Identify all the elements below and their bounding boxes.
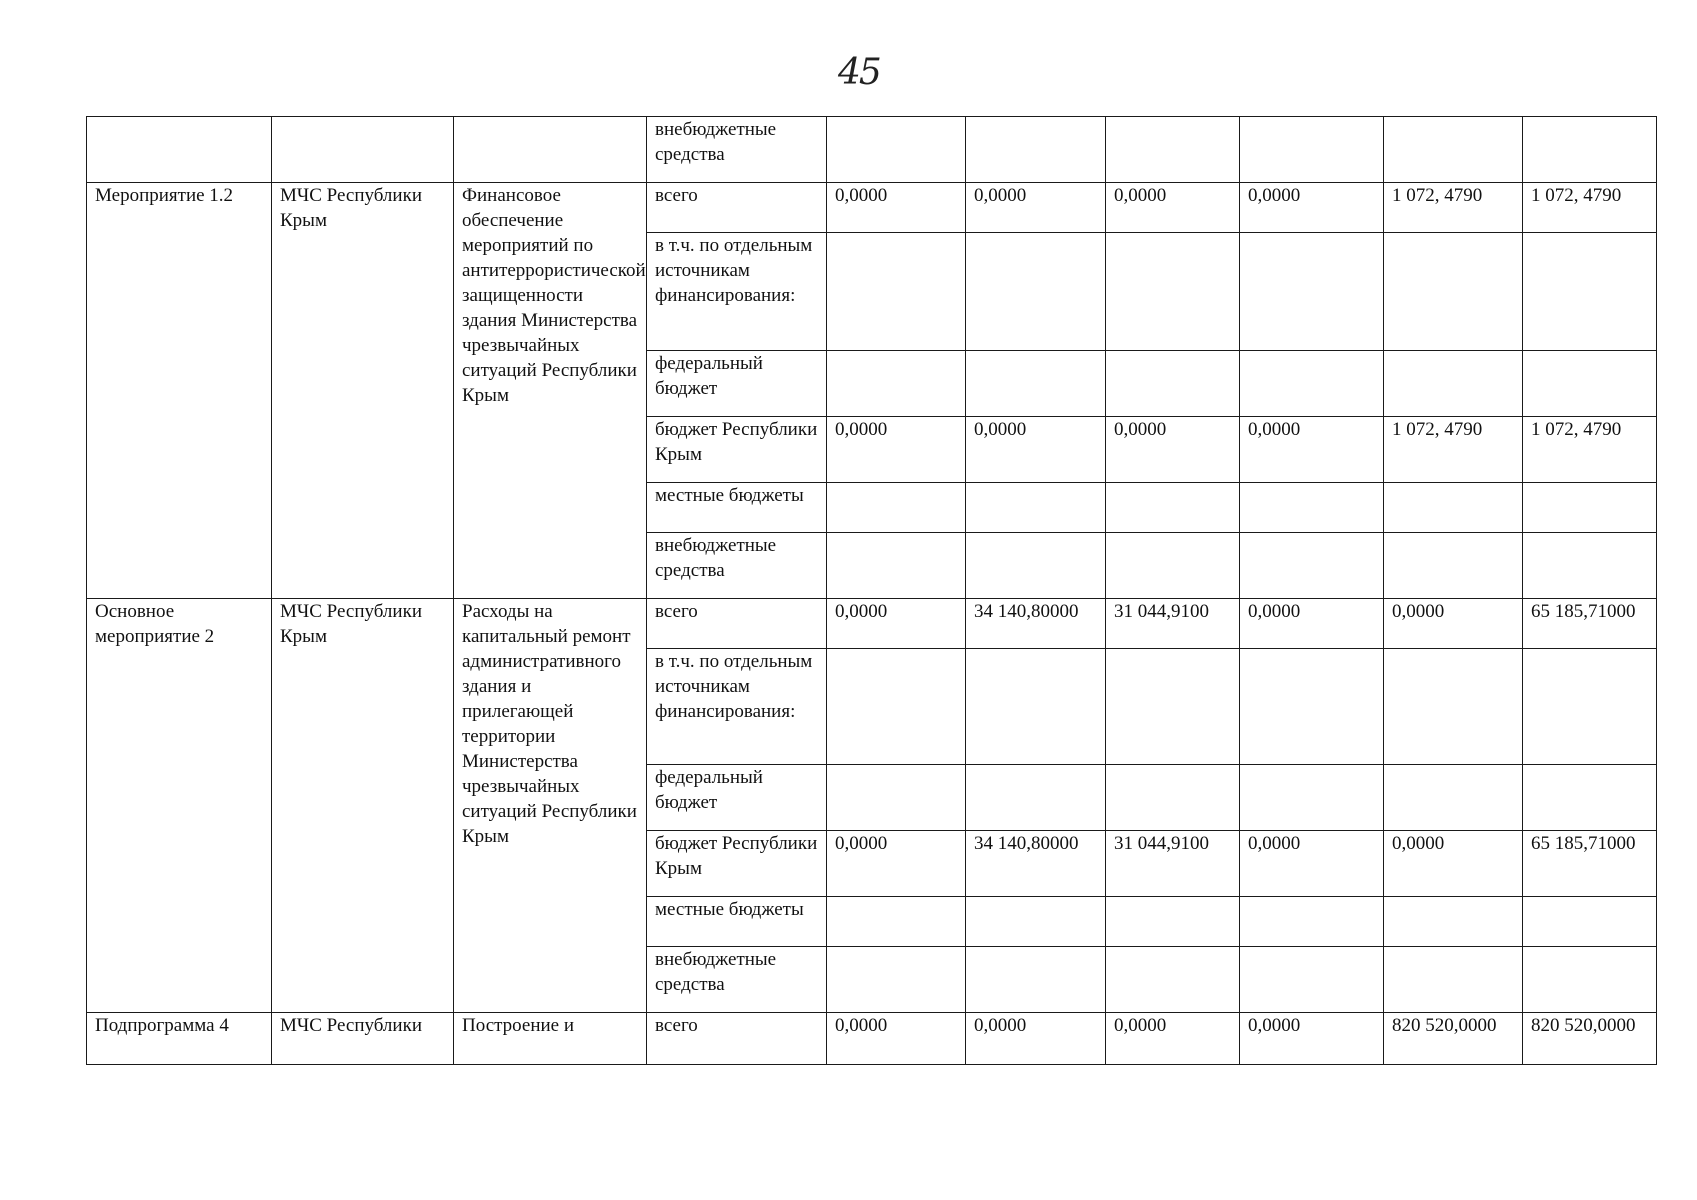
amount-cell: [1106, 897, 1240, 947]
amount-cell: [1106, 765, 1240, 831]
amount-cell: [827, 117, 966, 183]
table-body: [87, 117, 1657, 1065]
activity-cell: [87, 117, 272, 183]
amount-cell: [1240, 897, 1384, 947]
table-row: [87, 599, 1657, 649]
amount-cell: [1240, 351, 1384, 417]
table-row: [87, 117, 1657, 183]
amount-cell: [1384, 897, 1523, 947]
amount-cell: [1106, 483, 1240, 533]
amount-cell: [966, 947, 1106, 1013]
amount-cell: [1240, 483, 1384, 533]
amount-cell: [1384, 483, 1523, 533]
page-number: 45: [838, 52, 880, 93]
amount-cell: 0,0000: [827, 831, 966, 897]
amount-cell: [966, 649, 1106, 765]
amount-cell: [827, 947, 966, 1013]
amount-cell: [1384, 765, 1523, 831]
amount-cell: 0,0000: [1240, 599, 1384, 649]
executor-cell: [272, 117, 454, 183]
funding-source-cell: бюджет Республики Крым: [647, 831, 827, 897]
amount-cell: [1106, 947, 1240, 1013]
amount-cell: 820 520,0000: [1384, 1013, 1523, 1065]
executor-cell: МЧС Республики Крым: [272, 183, 454, 599]
amount-cell: 65 185,71000: [1523, 831, 1657, 897]
amount-cell: [966, 117, 1106, 183]
amount-cell: [1384, 233, 1523, 351]
amount-cell: 0,0000: [966, 183, 1106, 233]
amount-cell: [827, 351, 966, 417]
amount-cell: 0,0000: [966, 1013, 1106, 1065]
funding-source-cell: федеральный бюджет: [647, 351, 827, 417]
amount-cell: [1384, 117, 1523, 183]
activity-cell: Мероприятие 1.2: [87, 183, 272, 599]
amount-cell: 0,0000: [1240, 417, 1384, 483]
amount-cell: [1384, 351, 1523, 417]
amount-cell: [1384, 947, 1523, 1013]
amount-cell: 34 140,80000: [966, 831, 1106, 897]
amount-cell: [1384, 649, 1523, 765]
amount-cell: [1106, 233, 1240, 351]
amount-cell: 0,0000: [1240, 1013, 1384, 1065]
amount-cell: [1523, 351, 1657, 417]
amount-cell: [1523, 947, 1657, 1013]
amount-cell: 820 520,0000: [1523, 1013, 1657, 1065]
amount-cell: 34 140,80000: [966, 599, 1106, 649]
amount-cell: 0,0000: [1240, 183, 1384, 233]
amount-cell: [1523, 897, 1657, 947]
amount-cell: 0,0000: [966, 417, 1106, 483]
amount-cell: [827, 765, 966, 831]
amount-cell: [827, 533, 966, 599]
amount-cell: 0,0000: [827, 599, 966, 649]
funding-source-cell: в т.ч. по отдельным источникам финансирования:: [647, 233, 827, 351]
amount-cell: 0,0000: [1106, 417, 1240, 483]
executor-cell: МЧС Республики Крым: [272, 599, 454, 1013]
amount-cell: [1106, 351, 1240, 417]
amount-cell: [1523, 233, 1657, 351]
amount-cell: [1523, 533, 1657, 599]
amount-cell: [966, 233, 1106, 351]
funding-source-cell: в т.ч. по отдельным источникам финансирования:: [647, 649, 827, 765]
description-cell: Построение и: [454, 1013, 647, 1065]
description-cell: Расходы на капитальный ремонт административного здания и прилегающей территории Министерства чрезвычайных ситуаций Республики Крым: [454, 599, 647, 1013]
amount-cell: [1106, 649, 1240, 765]
amount-cell: 1 072, 4790: [1523, 417, 1657, 483]
amount-cell: 0,0000: [1240, 831, 1384, 897]
amount-cell: 0,0000: [827, 183, 966, 233]
amount-cell: 1 072, 4790: [1384, 183, 1523, 233]
amount-cell: 0,0000: [827, 417, 966, 483]
activity-cell: Основное мероприятие 2: [87, 599, 272, 1013]
amount-cell: 0,0000: [1106, 1013, 1240, 1065]
amount-cell: 0,0000: [827, 1013, 966, 1065]
amount-cell: [1523, 649, 1657, 765]
funding-source-cell: всего: [647, 183, 827, 233]
funding-source-cell: федеральный бюджет: [647, 765, 827, 831]
budget-table: [86, 116, 1657, 1065]
amount-cell: [1240, 765, 1384, 831]
amount-cell: [1240, 233, 1384, 351]
funding-source-cell: всего: [647, 599, 827, 649]
funding-source-cell: внебюджетные средства: [647, 533, 827, 599]
funding-source-cell: местные бюджеты: [647, 897, 827, 947]
description-cell: [454, 117, 647, 183]
amount-cell: [1523, 483, 1657, 533]
amount-cell: [827, 897, 966, 947]
amount-cell: 0,0000: [1106, 183, 1240, 233]
table-row: [87, 183, 1657, 233]
amount-cell: 31 044,9100: [1106, 831, 1240, 897]
amount-cell: 0,0000: [1384, 831, 1523, 897]
amount-cell: [1240, 947, 1384, 1013]
funding-source-cell: бюджет Республики Крым: [647, 417, 827, 483]
description-cell: Финансовое обеспечение мероприятий по антитеррористической защищенности здания Министерства чрезвычайных ситуаций Республики Крым: [454, 183, 647, 599]
amount-cell: [827, 233, 966, 351]
amount-cell: [966, 897, 1106, 947]
table-row: [87, 1013, 1657, 1065]
amount-cell: [827, 483, 966, 533]
amount-cell: [1240, 649, 1384, 765]
amount-cell: [966, 483, 1106, 533]
funding-source-cell: местные бюджеты: [647, 483, 827, 533]
amount-cell: 31 044,9100: [1106, 599, 1240, 649]
amount-cell: [1240, 533, 1384, 599]
amount-cell: [966, 351, 1106, 417]
funding-source-cell: внебюджетные средства: [647, 947, 827, 1013]
funding-source-cell: внебюджетные средства: [647, 117, 827, 183]
amount-cell: [827, 649, 966, 765]
executor-cell: МЧС Республики: [272, 1013, 454, 1065]
amount-cell: [1523, 117, 1657, 183]
amount-cell: [1240, 117, 1384, 183]
amount-cell: 1 072, 4790: [1384, 417, 1523, 483]
amount-cell: [1106, 117, 1240, 183]
funding-source-cell: всего: [647, 1013, 827, 1065]
amount-cell: 65 185,71000: [1523, 599, 1657, 649]
amount-cell: [1106, 533, 1240, 599]
amount-cell: [1384, 533, 1523, 599]
activity-cell: Подпрограмма 4: [87, 1013, 272, 1065]
amount-cell: [966, 533, 1106, 599]
amount-cell: [1523, 765, 1657, 831]
amount-cell: [966, 765, 1106, 831]
amount-cell: 0,0000: [1384, 599, 1523, 649]
amount-cell: 1 072, 4790: [1523, 183, 1657, 233]
